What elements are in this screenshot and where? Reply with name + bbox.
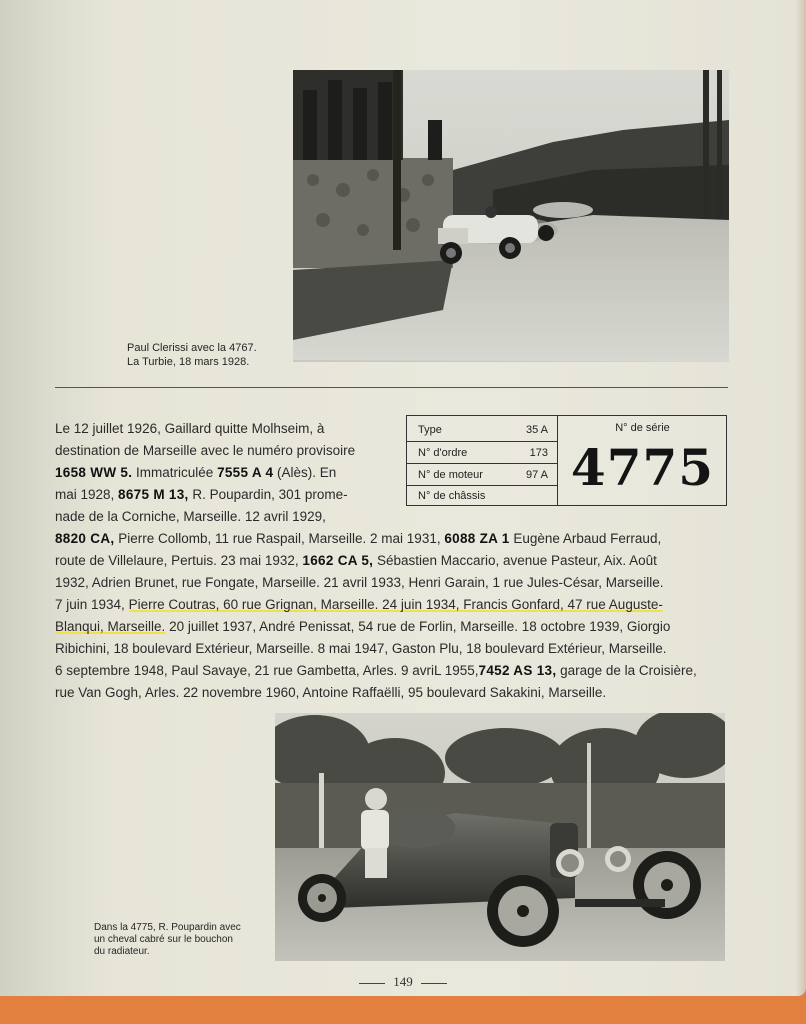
spec-row-engine — [407, 463, 557, 485]
caption-line: Paul Clerissi avec la 4767. — [127, 342, 257, 354]
text-line: Le 12 juillet 1926, Gaillard quitte Molhseim, à — [55, 421, 325, 436]
spec-value: 35 A — [525, 424, 548, 436]
text-line: rue Van Gogh, Arles. 22 novembre 1960, Antoine Raffaëlli, 95 boulevard Sakakini, Marseille. — [55, 685, 607, 700]
top-photo-caption — [127, 341, 257, 369]
spec-label: N° de châssis — [418, 489, 486, 502]
text-line — [55, 594, 663, 616]
car-photo-illustration — [275, 713, 725, 961]
text-line: Ribichini, 18 boulevard Extérieur, Marseille. 8 mai 1947, Gaston Plu, 18 boulevard Extérieur, Marseille. — [55, 641, 667, 656]
spec-row-chassis — [407, 485, 557, 505]
registration-plate: 1662 CA 5, — [302, 553, 374, 568]
text-line — [55, 528, 661, 550]
spec-label: N° de moteur — [418, 468, 483, 481]
top-photo — [293, 70, 729, 362]
bottom-photo-caption — [94, 922, 241, 958]
spec-value: 97 A — [525, 468, 548, 481]
serial-number: 4775 — [570, 438, 715, 497]
serial-label: N° de série — [615, 422, 670, 434]
spec-table — [406, 415, 727, 506]
race-photo-illustration — [293, 70, 729, 362]
page-footer — [0, 974, 806, 990]
spec-value: 173 — [529, 446, 548, 459]
folio-dash-right — [421, 983, 447, 984]
text-run: route de Villelaure, Pertuis. 23 mai 1932, — [55, 553, 303, 568]
text-line — [55, 660, 697, 682]
spec-row-order — [407, 441, 557, 463]
spec-row-type — [407, 419, 557, 441]
page-number: 149 — [393, 974, 413, 989]
text-run: Immatriculée — [132, 465, 218, 480]
text-line: 1932, Adrien Brunet, rue Fongate, Marseille. 21 avril 1933, Henri Garain, 1 rue Jules-César, Marseille. — [55, 575, 664, 590]
text-run: mai 1928, — [55, 487, 119, 502]
highlighted-text: Pierre Coutras, 60 rue Grignan, Marseille. 24 juin 1934, Francis Gonfard, 47 rue Auguste- — [128, 597, 663, 612]
registration-plate: 8675 M 13, — [118, 487, 189, 502]
text-line: destination de Marseille avec le numéro provisoire — [55, 443, 356, 458]
bottom-photo — [275, 713, 725, 961]
spec-rows — [407, 416, 558, 505]
text-run: (Alès). En — [273, 465, 337, 480]
registration-plate: 6088 ZA 1 — [444, 531, 510, 546]
text-line — [55, 462, 336, 484]
caption-line: Dans la 4775, R. Poupardin avec — [94, 922, 241, 933]
text-run: Pierre Collomb, 11 rue Raspail, Marseille. 2 mai 1931, — [114, 531, 445, 546]
text-line — [55, 484, 348, 506]
text-run: 6 septembre 1948, Paul Savaye, 21 rue Gambetta, Arles. 9 avriL 1955, — [55, 663, 479, 678]
page-edge-shadow — [796, 0, 806, 996]
text-run: Eugène Arbaud Ferraud, — [509, 531, 662, 546]
text-run: R. Poupardin, 301 prome- — [188, 487, 348, 502]
spec-label: Type — [418, 424, 442, 436]
caption-line: un cheval cabré sur le bouchon — [94, 934, 233, 945]
registration-plate: 8820 CA, — [55, 531, 115, 546]
folio-dash-left — [359, 983, 385, 984]
registration-plate: 1658 WW 5. — [55, 465, 133, 480]
text-run: 7 juin 1934, — [55, 597, 129, 612]
registration-plate: 7452 AS 13, — [478, 663, 557, 678]
text-line: nade de la Corniche, Marseille. 12 avril 1929, — [55, 509, 326, 524]
text-run: garage de la Croisière, — [556, 663, 697, 678]
section-divider — [55, 387, 728, 388]
text-run: Sébastien Maccario, avenue Pasteur, Aix. Août — [373, 553, 657, 568]
registration-plate: 7555 A 4 — [217, 465, 274, 480]
spec-label: N° d'ordre — [418, 446, 468, 459]
highlighted-text: Blanqui, Marseille. — [55, 619, 166, 634]
text-line — [55, 550, 657, 572]
caption-line: La Turbie, 18 mars 1928. — [127, 356, 250, 368]
caption-line: du radiateur. — [94, 946, 150, 957]
text-run: 20 juillet 1937, André Penissat, 54 rue de Forlin, Marseille. 18 octobre 1939, Giorgio — [165, 619, 671, 634]
text-line — [55, 616, 670, 638]
